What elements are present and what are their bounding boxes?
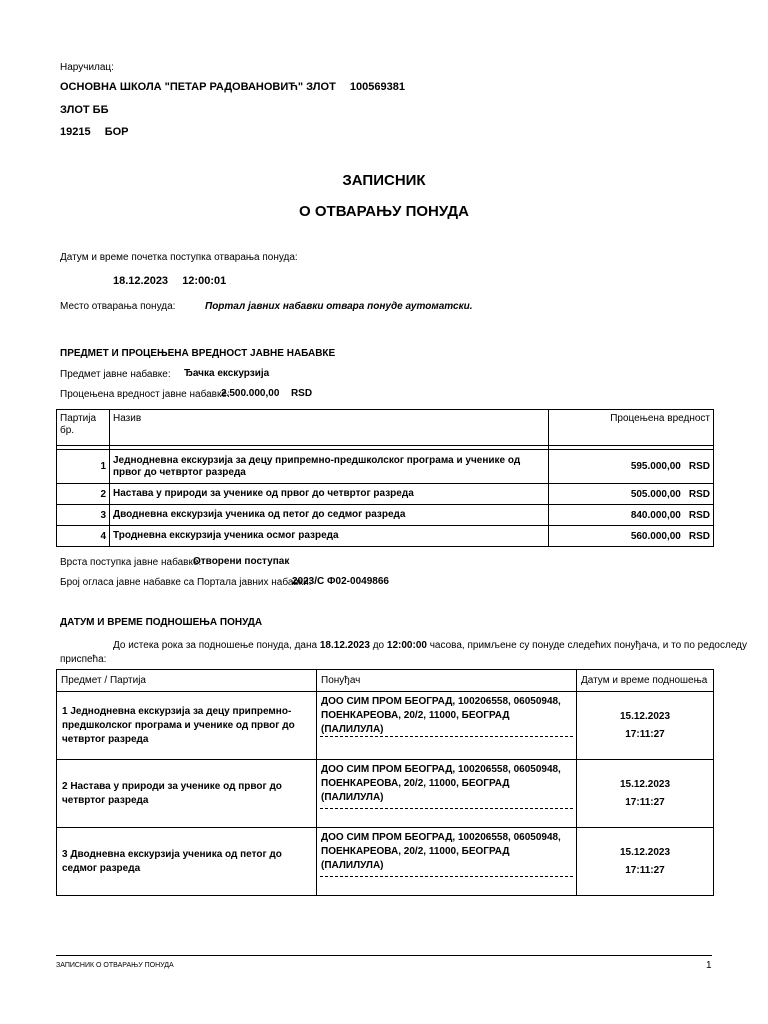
procedure-type-value: Отворени поступак: [193, 556, 290, 567]
bid-bidder: [317, 692, 577, 760]
estimated-value-amount: 2.500.000,00: [221, 388, 280, 399]
purchaser-label: Наручилац:: [60, 62, 114, 73]
submission-heading: ДАТУМ И ВРЕМЕ ПОДНОШЕЊА ПОНУДА: [60, 617, 263, 628]
bids-table-header: [57, 670, 714, 692]
lot-amount-currency: RSD: [688, 509, 710, 521]
city: БОР: [104, 126, 129, 138]
purchaser-address: ЗЛОТ ББ: [60, 104, 109, 116]
bid-bidder: [317, 760, 577, 828]
lot-amount-value: 560.000,00: [630, 530, 681, 542]
lot-number: 1: [57, 450, 110, 484]
page-number: 1: [706, 960, 712, 971]
notice-number-value: 2023/С Ф02-0049866: [292, 576, 389, 587]
document-title: ЗАПИСНИК: [342, 172, 426, 189]
bid-lot: 2 Настава у природи за ученике од првог до четвртог разреда: [57, 760, 317, 828]
bid-bidder-text: ДОО СИМ ПРОМ БЕОГРАД, 100206558, 06050948, ПОЕНКАРЕОВА, 20/2, 11000, БЕОГРАД (ПАЛИЛУЛА): [321, 832, 561, 871]
submission-intro-end: приспећа:: [60, 654, 107, 665]
lot-name: Једнодневна екскурзија за децу припремно-предшколског програма и ученике од првог до четвртог разреда: [110, 450, 549, 484]
bid-lot: 3 Дводневна екскурзија ученика од петог до седмог разреда: [57, 828, 317, 896]
lot-number: 4: [57, 526, 110, 547]
footer-text: ЗАПИСНИК О ОТВАРАЊУ ПОНУДА: [56, 962, 174, 969]
lot-row: [57, 484, 714, 505]
estimated-value-label: Процењена вредност јавне набавке:: [60, 389, 230, 400]
opening-place-label: Место отварања понуда:: [60, 301, 176, 312]
lots-col-name: Назив: [110, 410, 549, 446]
lot-row: [57, 526, 714, 547]
lot-amount: [549, 526, 714, 547]
notice-number-label: Број огласа јавне набавке са Портала јавних набавки:: [60, 577, 312, 588]
lots-table: [56, 409, 714, 547]
lot-amount-value: 840.000,00: [630, 509, 681, 521]
lot-name: Настава у природи за ученике од првог до четвртог разреда: [110, 484, 549, 505]
subject-heading: ПРЕДМЕТ И ПРОЦЕЊЕНА ВРЕДНОСТ ЈАВНЕ НАБАВКЕ: [60, 348, 336, 359]
lots-col-lot: Партија бр.: [57, 410, 110, 446]
bid-row: [57, 828, 714, 896]
lot-amount-value: 505.000,00: [630, 488, 681, 500]
submission-intro: [113, 640, 747, 651]
bids-col-bidder: Понуђач: [317, 670, 577, 692]
lot-amount: [549, 484, 714, 505]
lot-number: 3: [57, 505, 110, 526]
document-subtitle: О ОТВАРАЊУ ПОНУДА: [299, 203, 469, 220]
purchaser-name: ОСНОВНА ШКОЛА "ПЕТАР РАДОВАНОВИЋ" ЗЛОТ: [60, 81, 336, 93]
bid-bidder: [317, 828, 577, 896]
purchaser-city-line: [60, 126, 129, 138]
bid-date: 15.12.2023: [619, 778, 671, 790]
bid-time: 17:11:27: [625, 796, 665, 808]
bids-col-datetime: Датум и време подношења: [577, 670, 714, 692]
bid-time: 17:11:27: [625, 728, 665, 740]
bid-bidder-text: ДОО СИМ ПРОМ БЕОГРАД, 100206558, 06050948, ПОЕНКАРЕОВА, 20/2, 11000, БЕОГРАД (ПАЛИЛУЛА): [321, 764, 561, 803]
lot-row: [57, 450, 714, 484]
submission-intro-text: часова, примљене су понуде следећих понуђача, и то по редоследу: [429, 640, 747, 651]
opening-datetime-label: Датум и време почетка поступка отварања понуда:: [60, 252, 298, 263]
bid-time: 17:11:27: [625, 864, 665, 876]
bid-date: 15.12.2023: [619, 710, 671, 722]
purchaser-id: 100569381: [349, 81, 405, 93]
lot-amount-value: 595.000,00: [630, 461, 681, 472]
lot-amount: [549, 505, 714, 526]
lot-amount: [549, 450, 714, 484]
lot-row: [57, 505, 714, 526]
opening-date: 18.12.2023: [113, 275, 169, 287]
subject-value: Ђачка екскурзија: [184, 368, 270, 379]
bid-date: 15.12.2023: [619, 846, 671, 858]
estimated-value-currency: RSD: [290, 388, 313, 399]
procedure-type-label: Врста поступка јавне набавке:: [60, 557, 202, 568]
bid-datetime: [577, 828, 714, 896]
submission-deadline-date: 18.12.2023: [319, 640, 370, 651]
footer-divider: [56, 955, 712, 956]
bid-row: [57, 692, 714, 760]
lot-number: 2: [57, 484, 110, 505]
opening-time: 12:00:01: [182, 275, 227, 287]
submission-intro-text: до: [372, 640, 385, 651]
bid-bidder-text: ДОО СИМ ПРОМ БЕОГРАД, 100206558, 06050948, ПОЕНКАРЕОВА, 20/2, 11000, БЕОГРАД (ПАЛИЛУЛА): [321, 696, 561, 735]
lot-name: Дводневна екскурзија ученика од петог до седмог разреда: [110, 505, 549, 526]
lot-name: Тродневна екскурзија ученика осмог разреда: [110, 526, 549, 547]
bid-row: [57, 760, 714, 828]
bid-datetime: [577, 692, 714, 760]
lot-amount-currency: RSD: [688, 461, 710, 472]
estimated-value: [221, 388, 312, 399]
subject-label: Предмет јавне набавке:: [60, 369, 171, 380]
bids-table: [56, 669, 714, 896]
bid-lot: 1 Једнодневна екскурзија за децу припремно-предшколског програма и ученике од првог до четвртог разреда: [57, 692, 317, 760]
lot-amount-currency: RSD: [688, 530, 710, 542]
postal-code: 19215: [60, 126, 91, 138]
bids-col-lot: Предмет / Партија: [57, 670, 317, 692]
purchaser-name-line: [60, 81, 405, 93]
submission-deadline-time: 12:00:00: [386, 640, 427, 651]
submission-intro-text: До истека рока за подношење понуда, дана: [113, 640, 318, 651]
lots-col-value: Процењена вредност: [549, 410, 714, 446]
lots-table-header: [57, 410, 714, 446]
opening-place-value: Портал јавних набавки отвара понуде аутоматски.: [205, 301, 473, 312]
bid-datetime: [577, 760, 714, 828]
lot-amount-currency: RSD: [688, 488, 710, 500]
opening-datetime: [113, 275, 226, 287]
